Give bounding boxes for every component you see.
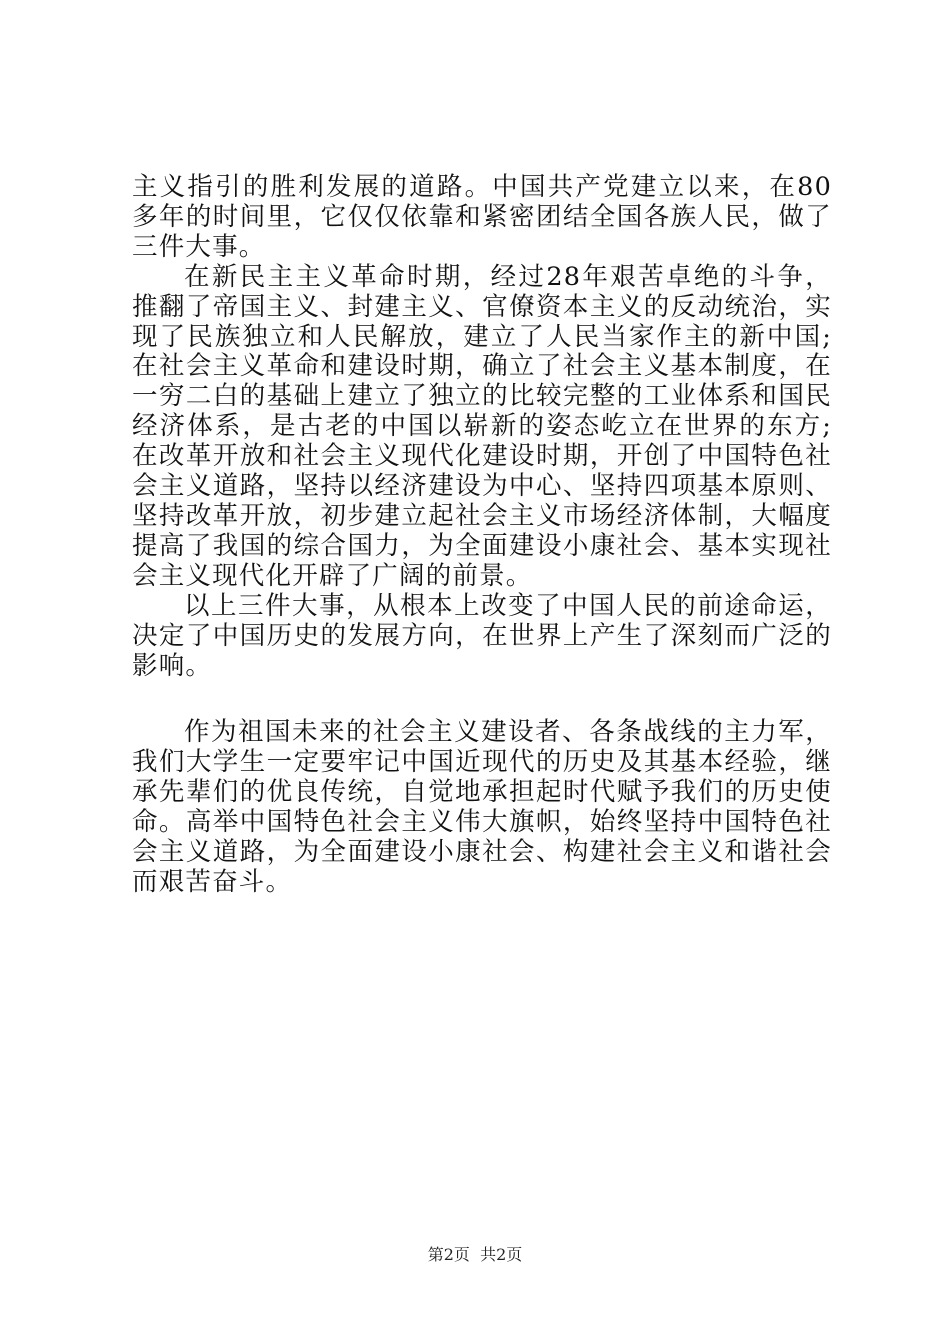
document-body: [132, 173, 832, 898]
paragraph-4: 作为祖国未来的社会主义建设者、各条战线的主力军，我们大学生一定要牢记中国近现代的历史及其基本经验，继承先辈们的优良传统，自觉地承担起时代赋予我们的历史使命。高举中国特色社会主义伟大旗帜，始终坚持中国特色社会主义道路，为全面建设小康社会、构建社会主义和谐社会而艰苦奋斗。: [132, 717, 832, 897]
paragraph-3: 以上三件大事，从根本上改变了中国人民的前途命运，决定了中国历史的发展方向，在世界上产生了深刻而广泛的影响。: [132, 590, 832, 681]
paragraph-2: 在新民主主义革命时期，经过28年艰苦卓绝的斗争，推翻了帝国主义、封建主义、官僚资本主义的反动统治，实现了民族独立和人民解放，建立了人民当家作主的新中国;在社会主义革命和建设时期，确立了社会主义基本制度，在一穷二白的基础上建立了独立的比较完整的工业体系和国民经济体系，是古老的中国以崭新的姿态屹立在世界的东方;在改革开放和社会主义现代化建设时期，开创了中国特色社会主义道路，坚持以经济建设为中心、坚持四项基本原则、坚持改革开放，初步建立起社会主义市场经济体制，大幅度提高了我国的综合国力，为全面建设小康社会、基本实现社会主义现代化开辟了广阔的前景。: [132, 261, 832, 591]
page-number-footer: 第2页 共2页: [427, 1245, 523, 1264]
paragraph-1: 主义指引的胜利发展的道路。中国共产党建立以来，在80多年的时间里，它仅仅依靠和紧密团结全国各族人民，做了三件大事。: [132, 172, 832, 262]
